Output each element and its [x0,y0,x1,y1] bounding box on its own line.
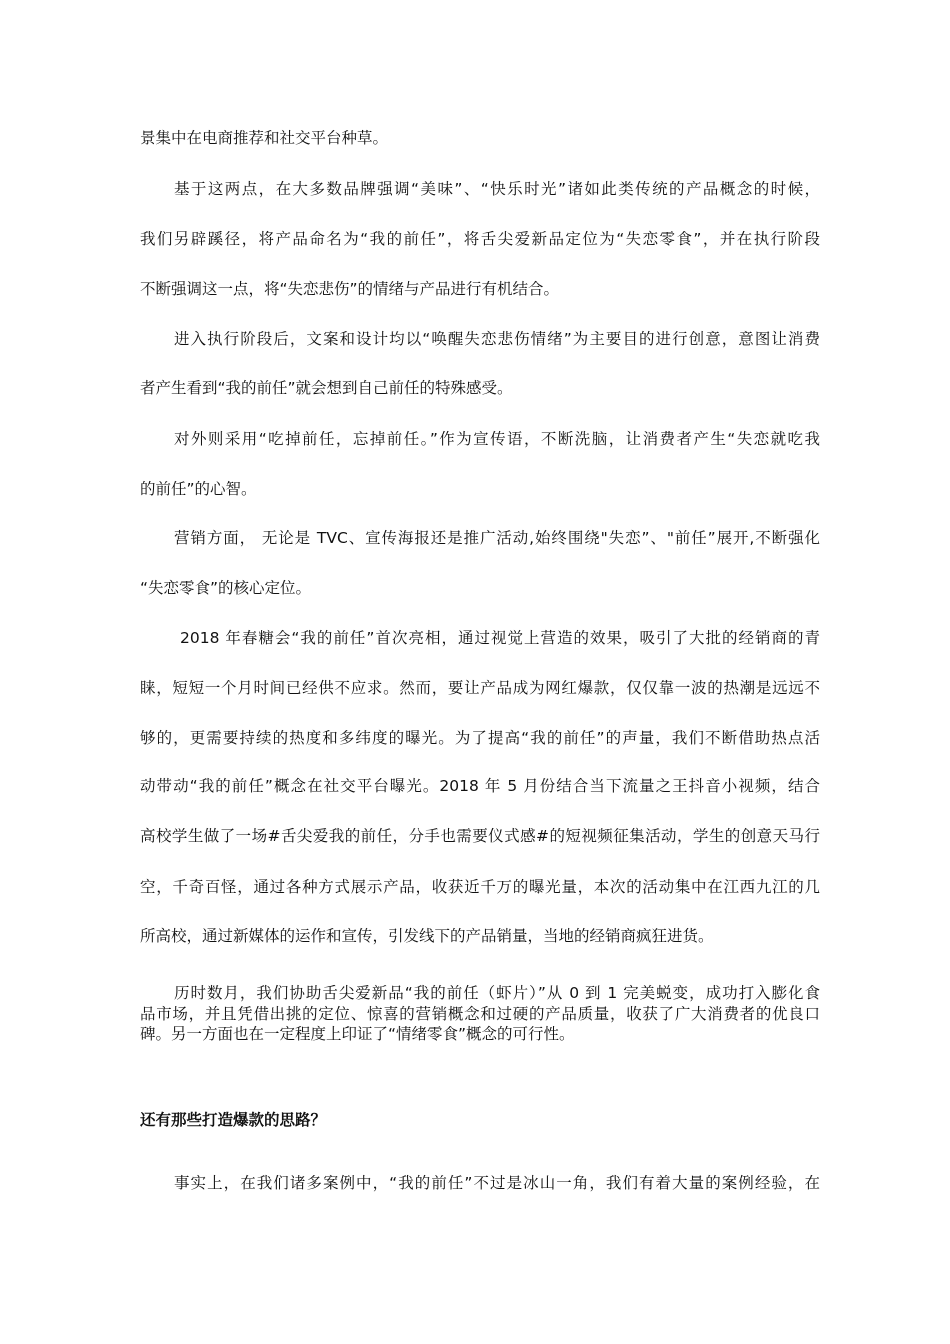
paragraph-line: 景集中在电商推荐和社交平台种草。 [140,129,389,147]
paragraph-line: 高校学生做了一场#舌尖爱我的前任，分手也需要仪式感#的短视频征集活动，学生的创意天马行 [140,827,820,845]
paragraph-line: 者产生看到“我的前任”就会想到自己前任的特殊感受。 [140,379,513,397]
paragraph-line: 2018 年春糖会“我的前任”首次亮相，通过视觉上营造的效果，吸引了大批的经销商的青 [180,629,820,647]
paragraph-line: 我们另辟蹊径，将产品命名为“我的前任”，将舌尖爱新品定位为“失恋零食”，并在执行阶段 [140,230,820,248]
paragraph-line: 基于这两点，在大多数品牌强调“美味”、“快乐时光”诸如此类传统的产品概念的时候， [174,180,820,198]
paragraph-line: 不断强调这一点，将“失恋悲伤”的情绪与产品进行有机结合。 [140,280,560,298]
paragraph-line: 历时数月，我们协助舌尖爱新品“我的前任（虾片）”从 0 到 1 完美蜕变，成功打入膨化食 [174,984,820,1002]
paragraph-line: 对外则采用“吃掉前任，忘掉前任。”作为宣传语，不断洗脑，让消费者产生“失恋就吃我 [174,430,820,448]
paragraph-line: 空，千奇百怪，通过各种方式展示产品，收获近千万的曝光量，本次的活动集中在江西九江的几 [140,878,820,896]
paragraph-line: 动带动“我的前任”概念在社交平台曝光。2018 年 5 月份结合当下流量之王抖音小视频，结合 [140,777,820,795]
paragraph-line: 睐，短短一个月时间已经供不应求。然而，要让产品成为网红爆款，仅仅靠一波的热潮是远远不 [140,679,820,697]
paragraph-line: 进入执行阶段后，文案和设计均以“唤醒失恋悲伤情绪”为主要目的进行创意，意图让消费 [174,330,820,348]
paragraph-line: 事实上，在我们诸多案例中，“我的前任”不过是冰山一角，我们有着大量的案例经验，在 [174,1174,820,1192]
paragraph-line: 的前任”的心智。 [140,480,257,498]
paragraph-line: 够的，更需要持续的热度和多纬度的曝光。为了提高“我的前任”的声量，我们不断借助热点活 [140,729,820,747]
paragraph-line: 碑。另一方面也在一定程度上印证了“情绪零食”概念的可行性。 [140,1025,575,1043]
section-heading: 还有那些打造爆款的思路？ [140,1111,327,1129]
paragraph-line: 品市场，并且凭借出挑的定位、惊喜的营销概念和过硬的产品质量，收获了广大消费者的优良口 [140,1005,820,1023]
paragraph-line: 营销方面， 无论是 TVC、宣传海报还是推广活动,始终围绕"失恋”、"前任”展开,不断强化 [174,529,820,547]
paragraph-line: “失恋零食”的核心定位。 [140,579,312,597]
paragraph-line: 所高校，通过新媒体的运作和宣传，引发线下的产品销量，当地的经销商疯狂进货。 [140,927,714,945]
